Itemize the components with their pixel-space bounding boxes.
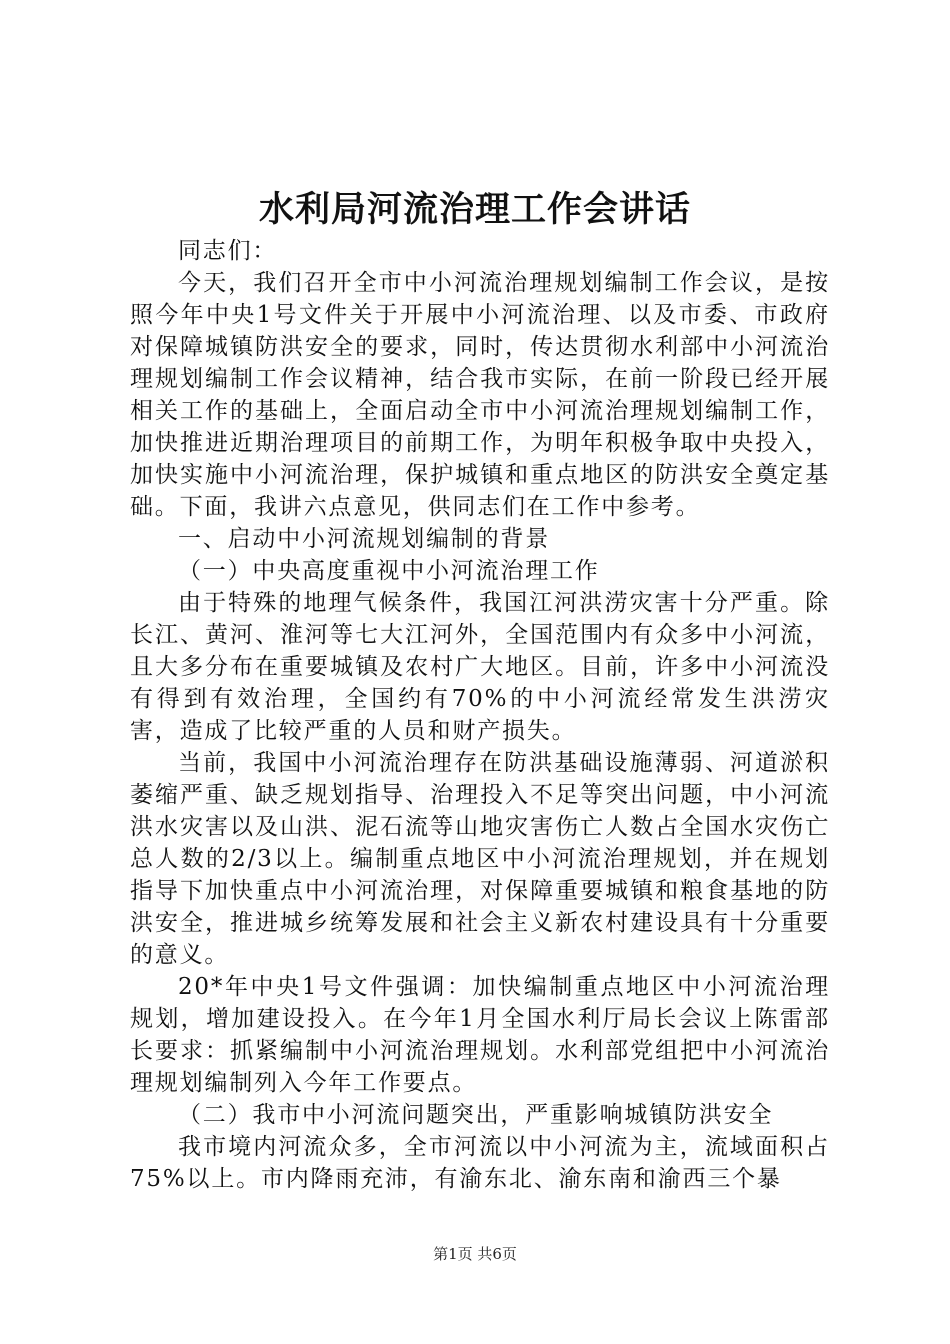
subsection-heading-1: （一）中央高度重视中小河流治理工作 xyxy=(178,558,600,584)
section-heading-1: 一、启动中小河流规划编制的背景 xyxy=(178,526,550,552)
document-body xyxy=(130,235,830,1195)
page-number-footer: 第1页 共6页 xyxy=(433,1245,517,1263)
body-paragraph: 由于特殊的地理气候条件，我国江河洪涝灾害十分严重。除长江、黄河、淮河等七大江河外，全国范围内有众多中小河流，且大多分布在重要城镇及农村广大地区。目前，许多中小河流没有得到有效治理，全国约有70%的中小河流经常发生洪涝灾害，造成了比较严重的人员和财产损失。 xyxy=(130,590,830,744)
subsection-heading-2: （二）我市中小河流问题突出，严重影响城镇防洪安全 xyxy=(178,1102,774,1128)
salutation-paragraph: 同志们： xyxy=(178,238,278,264)
intro-paragraph: 今天，我们召开全市中小河流治理规划编制工作会议，是按照今年中央1号文件关于开展中小河流治理、以及市委、市政府对保障城镇防洪安全的要求，同时，传达贯彻水利部中小河流治理规划编制工作会议精神，结合我市实际，在前一阶段已经开展相关工作的基础上，全面启动全市中小河流治理规划编制工作，加快推进近期治理项目的前期工作，为明年积极争取中央投入，加快实施中小河流治理，保护城镇和重点地区的防洪安全奠定基础。下面，我讲六点意见，供同志们在工作中参考。 xyxy=(130,270,830,520)
body-paragraph: 我市境内河流众多，全市河流以中小河流为主，流域面积占75%以上。市内降雨充沛，有渝东北、渝东南和渝西三个暴 xyxy=(130,1134,830,1192)
document-title: 水利局河流治理工作会讲话 xyxy=(258,189,691,230)
body-paragraph: 20*年中央1号文件强调：加快编制重点地区中小河流治理规划，增加建设投入。在今年1月全国水利厅局长会议上陈雷部长要求：抓紧编制中小河流治理规划。水利部党组把中小河流治理规划编制列入今年工作要点。 xyxy=(130,974,830,1096)
body-paragraph: 当前，我国中小河流治理存在防洪基础设施薄弱、河道淤积萎缩严重、缺乏规划指导、治理投入不足等突出问题，中小河流洪水灾害以及山洪、泥石流等山地灾害伤亡人数占全国水灾伤亡总人数的2/3以上。编制重点地区中小河流治理规划，并在规划指导下加快重点中小河流治理，对保障重要城镇和粮食基地的防洪安全，推进城乡统筹发展和社会主义新农村建设具有十分重要的意义。 xyxy=(130,750,830,968)
